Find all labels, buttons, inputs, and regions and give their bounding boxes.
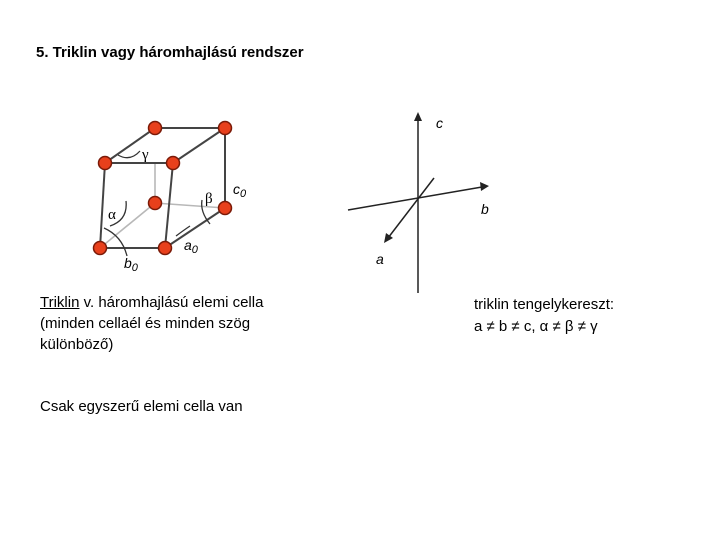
underlined-word: Triklin <box>40 294 80 311</box>
desc-line1-rest: v. háromhajlású elemi cella <box>79 294 264 311</box>
label-gamma: γ <box>142 147 149 163</box>
atom <box>94 242 107 255</box>
axis-cross <box>348 118 482 293</box>
atom <box>219 122 232 135</box>
page-title: 5. Triklin vagy háromhajlású rendszer <box>36 44 304 61</box>
axis-b-arrow <box>480 182 489 191</box>
label-beta: β <box>205 191 213 207</box>
axis-a-arrow <box>384 233 393 243</box>
axis-label-c: c <box>436 115 443 131</box>
a0-arc <box>176 226 190 236</box>
desc-line2: (minden cellaél és minden szög <box>40 315 251 332</box>
axis-label-a: a <box>376 251 384 267</box>
axis-b-line <box>348 187 482 210</box>
atom <box>219 202 232 215</box>
label-b0: $b_0$ <box>124 255 138 274</box>
atom <box>167 157 180 170</box>
axis-label-b: b <box>481 201 489 217</box>
label-a0: $a_0$ <box>184 237 198 256</box>
axis-a-line <box>388 178 434 238</box>
cell-description <box>40 292 340 355</box>
simple-cell-note: Csak egyszerű elemi cella van <box>40 398 243 415</box>
label-c0: $c_0$ <box>233 181 247 200</box>
atom <box>99 157 112 170</box>
desc-line3: különböző) <box>40 336 114 353</box>
axis-description <box>474 294 614 338</box>
axis-desc-line2: a ≠ b ≠ c, α ≠ β ≠ γ <box>474 318 598 335</box>
atom <box>159 242 172 255</box>
atom <box>149 122 162 135</box>
cell-edges <box>100 128 225 248</box>
axis-c-arrow <box>414 112 422 121</box>
atom <box>149 197 162 210</box>
label-alpha: α <box>108 207 116 223</box>
axis-desc-line1: triklin tengelykereszt: <box>474 296 615 313</box>
